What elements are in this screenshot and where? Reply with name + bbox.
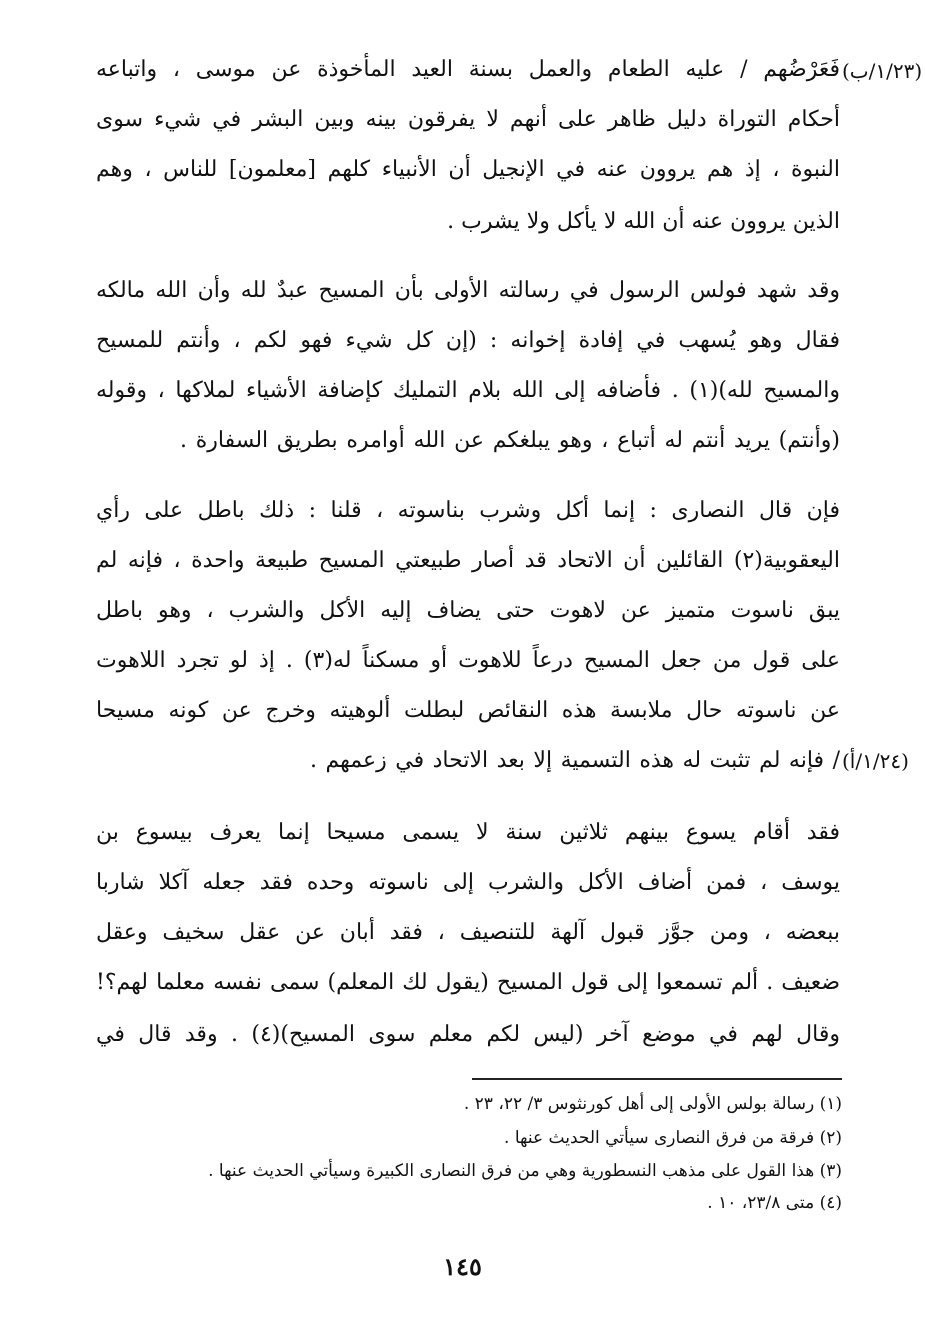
text-line: عن ناسوته حال ملابسة هذه النقائص لبطلت ألوهيته وخرج عن كونه مسيحا (96, 698, 840, 723)
text-line: النبوة ، إذ هم يروون عنه في الإنجيل أن الأنبياء كلهم [معلمون] للناس ، وهم (96, 157, 840, 182)
text-line: ببعضه ، ومن جوَّز قبول آلهة للتنصيف ، فقد أبان عن عقل سخيف وعقل (96, 920, 840, 945)
footnote: (٢) فرقة من فرق النصارى سيأتي الحديث عنها . (504, 1128, 842, 1148)
text-line: وقد شهد فولس الرسول في رسالته الأولى بأن المسيح عبدٌ لله وأن الله مالكه (96, 278, 840, 303)
footnote: (٤) متى ٢٣/٨، ١٠ . (707, 1193, 842, 1213)
text-line: (وأنتم) يريد أنتم له أتباع ، وهو يبلغكم عن الله أوامره بطريق السفارة . (180, 428, 840, 453)
margin-reference: (١/٢٣/ب) (842, 59, 923, 83)
text-line: فَعَرْضُهم / عليه الطعام والعمل بسنة العيد المأخوذة عن موسى ، واتباعه (96, 57, 840, 82)
text-line: فقال وهو يُسهب في إفادة إخوانه : (إن كل شيء فهو لكم ، وأنتم للمسيح (96, 328, 840, 353)
footnote-divider (472, 1078, 842, 1080)
text-line: يوسف ، فمن أضاف الأكل والشرب إلى ناسوته وحده فقد جعله آكلا شاربا (96, 870, 840, 895)
text-line: والمسيح لله)(١) . فأضافه إلى الله بلام التمليك كإضافة الأشياء لملاكها ، وقوله (96, 378, 840, 403)
text-line: أحكام التوراة دليل ظاهر على أنهم لا يفرقون بينه وبين البشر في شيء سوى (96, 107, 840, 132)
footnote: (١) رسالة بولس الأولى إلى أهل كورنثوس ٣/ ٢٢، ٢٣ . (463, 1094, 842, 1114)
page-number: ١٤٥ (443, 1252, 482, 1281)
text-line: اليعقوبية(٢) القائلين أن الاتحاد قد أصار طبيعتي المسيح طبيعة واحدة ، فإنه لم (96, 548, 840, 573)
text-line: يبق ناسوت متميز عن لاهوت حتى يضاف إليه الأكل والشرب ، وهو باطل (96, 598, 840, 623)
text-line: ضعيف . ألم تسمعوا إلى قول المسيح (يقول لك المعلم) سمى نفسه معلما لهم؟! (96, 970, 840, 995)
text-line: على قول من جعل المسيح درعاً للاهوت أو مسكناً له(٣) . إذ لو تجرد اللاهوت (96, 648, 840, 673)
text-line: فإن قال النصارى : إنما أكل وشرب بناسوته ، قلنا : ذلك باطل على رأي (96, 498, 840, 523)
margin-reference: (١/٢٤/أ) (842, 749, 909, 773)
text-line: فقد أقام يسوع بينهم ثلاثين سنة لا يسمى مسيحا إنما يعرف بيسوع بن (96, 820, 840, 845)
text-line: / فإنه لم تثبت له هذه التسمية إلا بعد الاتحاد في زعمهم . (310, 748, 840, 773)
footnote: (٣) هذا القول على مذهب النسطورية وهي من فرق النصارى الكبيرة وسيأتي الحديث عنها . (208, 1161, 842, 1181)
text-line: الذين يروون عنه أن الله لا يأكل ولا يشرب . (447, 209, 840, 234)
text-line: وقال لهم في موضع آخر (ليس لكم معلم سوى المسيح)(٤) . وقد قال في (96, 1022, 840, 1047)
